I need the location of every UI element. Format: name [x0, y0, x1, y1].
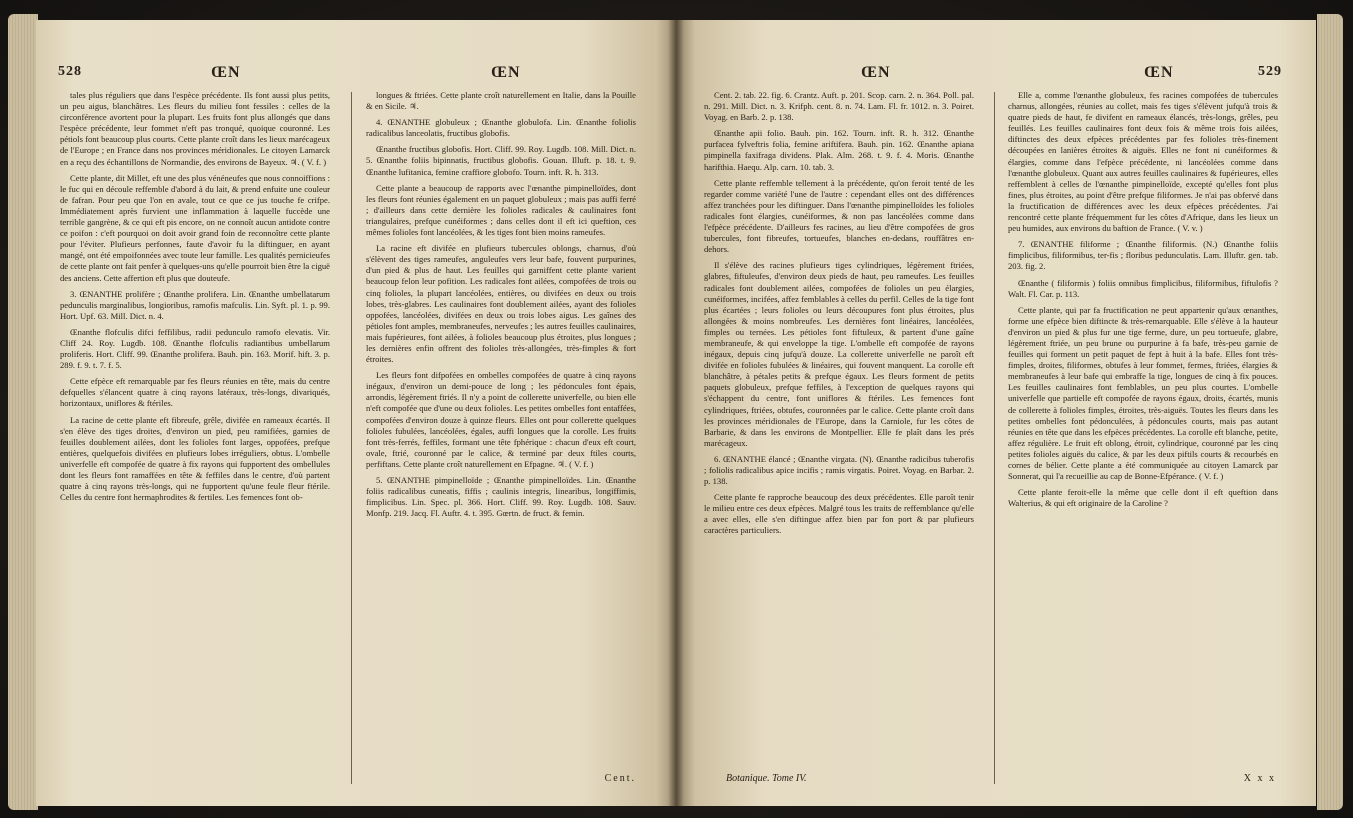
right-column-2: [1008, 90, 1278, 790]
right-page-number: 529: [1258, 64, 1282, 79]
right-footer-title: Botanique. Tome IV.: [726, 773, 807, 784]
left-running-head-2: ŒN: [491, 64, 521, 81]
paragraph: Cette plante, qui par fa fructification ne peut appartenir qu'aux œnanthes, forme une efpèce bien diftincte & très-remarquable. Elle s'élève à la hauteur d'environ un pied & plus fur une tige ferme, dure, un peu tortueufe, glabre, légèrement ftriée, un peu brune ou purpurine à fa bafe, très-peu garnie de feuilles qui forment un petit paquet de fept à huit à la bafe. Elles font très-fimples, droites, filiformes, obtufes à leur fommet, fermes, ftriées, élargies & membraneufes à leur bafe qui embraffe la tige, longues de cinq à fix pouces. Les feuilles caulinaires font femblables, un peu plus courtes. L'ombelle univerfelle que partielle eft compofée de rayons égaux, droits, écartés, munis de collerette à folioles fimples, étroites, très-aiguës. Toutes les fleurs dans les petites ombelles font pédonculées, à pédoncules courts, mais pas autant réunies en tête que dans les efpèces précédentes. La corolle eft blanche, petite, affez régulière. Le fruit eft oblong, étroit, cylindrique, couronné par les cinq petites folioles aiguës du calice, & par les deux piftils courts & recourbés en cornes de bélier. Cette plante a été communiquée au citoyen Lamarck par Sonnerat, qui l'a recueillie au cap de Bonne-Efpérance. ( V. f. ): [1008, 304, 1278, 482]
paragraph: Cette plante, dit Millet, eft une des plus vénéneufes que nous connoiffions : le fuc qui en découle reffemble d'abord à du lait, & prend enfuite une couleur de fafran. Pour peu que l'on en avale, tout ce que ce jus touche fe crifpe. Immédiatement après furvient une inflammation à laquelle fuccède une terrible gangrène, & ce qui eft pis encore, on ne connoît aucun antidote contre ce poifon : c'eft pourquoi on doit avoir grand foin de reconnoître cette plante pour l'éviter. Plufieurs perfonnes, faute d'avoir fu la diftinguer, en ayant mangé, ont été empoifonnées avec toute leur famille. Les qualités pernicieufes de cette plante ont fait penfer à quelques-uns qu'elle pourroit bien être la ciguë des anciens. Cette affertion eft plus que douteufe.: [60, 172, 330, 283]
paragraph: Il s'élève des racines plufieurs tiges cylindriques, légèrement ftriées, glabres, fiftuleufes, d'environ deux pieds de haut, peu rameufes. Les feuilles radicales font doublement ailées, compofées de folioles un peu élargies, cunéiformes, incifées, affez femblables à celles du perfil. Celles de la tige font plus écartées ; leurs folioles ou leurs découpures font plus étroites, plus allongées & moins nombreufes. Les dernières font linéaires, lancéolées, fimples ou ternées. Les pétioles font fiftuleux, & partent d'une gaîne membraneufe, & qui enveloppe la tige. L'ombelle eft compofée de rayons inégaux, depuis cinq jufqu'à douze. La collerette univerfelle ne paroît eft divifée en folioles fubulées & linéaires, qui fouvent manquent. La corolle eft blanchâtre, à pétales petits & prefque égaux. Les fleurs forment de petits paquets globuleux, prefque feffiles, à l'exception de quelques rayons qui s'échappent du centre, font uniflores & ftériles. Les femences font cylindriques, ftriées, obtufes, couronnées par le calice. Cette plante croît dans les provinces méridionales de l'Europe, dans la Carniole, fur les côtes de Barbarie, & dans les environs de Montpellier. Elle fe plaît dans les prés marécageux.: [704, 260, 974, 448]
right-page: [676, 20, 1316, 806]
page-edges-left: [8, 14, 38, 810]
left-column-1: [60, 90, 330, 790]
paragraph: La racine eft divifée en plufieurs tubercules oblongs, charnus, d'où s'élèvent des tiges rameufes, anguleufes vers leur bafe, fouvent purpurines, d'un pied & plus de haut. Les feuilles qui garniffent cette plante varient beaucoup felon leur pofition. Les radicales font ailées, compofées de trois ou cinq folioles, la plupart lancéolées, entières, ou divifées en deux ou trois lobes, très-glabres. Les caulinaires font doublement ailées, ayant des folioles oppofées, lancéolées, divifées en deux ou trois lobes aigus. Les gaînes des pétioles font amples, membraneufes, nerveufes ; les autres feuilles caulinaires, mais fupérieures, font ailées, à folioles beaucoup plus étroites, plus longues ; les dernières enfin offrent des folioles très-allongées, très-fimples & fort étroites.: [366, 243, 636, 365]
paragraph: Cette plante a beaucoup de rapports avec l'œnanthe pimpinelloïdes, dont les fleurs font réunies également en un paquet globuleux ; mais pas auffi ferré ; d'ailleurs dans cette dernière les folioles radicales & caulinaires font triangulaires, prefque cunéiformes ; dans celles dont il eft ici queftion, ces mêmes folioles font lancéolées, & les tiges font bien moins rameufes.: [366, 182, 636, 238]
paragraph: 4. ŒNANTHE globuleux ; Œnanthe globulofa. Lin. Œnanthe foliolis radicalibus lanceolatis, fructibus globofis.: [366, 117, 636, 139]
book-spine-shadow: [668, 20, 684, 806]
page-edges-right: [1317, 14, 1343, 810]
right-column-rule: [994, 92, 995, 784]
paragraph: tales plus réguliers que dans l'espèce précédente. Ils font aussi plus petits, un peu aigus, blanchâtres. Les fleurs du milieu font fessiles : celles de la circonférence avortent pour la plupart. Les fruits font plus allongés que dans l'espèce précédente, leur fommet n'eft pas tronqué, quoique couronné. Les pétiols font beaucoup plus courts. Cette plante croît dans les lieux marécageux de l'Europe ; en France dans nos provinces méridionales. Le citoyen Lamarck en a reçu des échantillons de Normandie, des environs de Bayeux. ♃. ( V. f. ): [60, 90, 330, 167]
right-running-head-2: ŒN: [1144, 64, 1174, 81]
paragraph: Cette efpèce eft remarquable par fes fleurs réunies en tête, mais du centre defquelles s'élancent quatre à cinq rayons latéraux, très-longs, divariqués, horizontaux, uniflores & ftériles.: [60, 376, 330, 409]
paragraph: La racine de cette plante eft fibreufe, grêle, divifée en rameaux écartés. Il s'en élève des tiges droites, d'environ un pied, peu ramifiées, garnies de feuilles doublement ailées, dont les folioles font larges, oppofées, prefque entières, quelquefois divifées en plufieurs lobes irréguliers, obtus. L'ombelle univerfelle eft compofée de quatre à fix rayons qui fupportent des ombellules dont les fleurs font ramaffées en tête & feffiles dans le centre, d'où partent quatre à cinq rayons très-longs, qui ne fupportent qu'une feule fleur ftérile. Celles du centre font hermaphrodites & fertiles. Les femences font ob-: [60, 414, 330, 503]
left-page-number: 528: [58, 64, 82, 79]
paragraph: Cent. 2. tab. 22. fig. 6. Crantz. Auft. p. 201. Scop. carn. 2. n. 364. Poll. pal. n. 291. Mill. Dict. n. 3. Krifph. cent. 8. n. 74. Lam. Fl. fr. 1012. n. 3. Poiret. Voyag. en Barb. 2. p. 138.: [704, 90, 974, 123]
paragraph: 5. ŒNANTHE pimpinelloïde ; Œnanthe pimpinelloïdes. Lin. Œnanthe foliis radicalibus cuneatis, fiffis ; caulinis integris, linearibus, longiffimis, fimplicibus. Lin. Spec. pl. 366. Hort. Cliff. 99. Roy. Lugdb. 108. Sauv. Monfp. 219. Jacq. Fl. Auftr. 4. t. 395. Gœrtn. de fruct. & femin.: [366, 475, 636, 519]
paragraph: Les fleurs font difpofées en ombelles compofées de quatre à cinq rayons inégaux, d'environ un demi-pouce de long ; les pédoncules font épais, arrondis, légèrement ftriés. Il n'y a point de collerette univerfelle, ou bien elle n'eft compofée que d'une ou deux folioles. Les petites ombelles font entaffées, compofées d'environ douze à quinze fleurs. Elles ont pour collerette quelques folioles fubulées, lancéolées, égales, auffi longues que la corolle. Les fruits font très-ferrés, feffiles, formant une tête fphérique : chacun d'eux eft court, ovale, ftrié, couronné par le calice, & terminé par deux ftiles courts, perfiftans. Cette plante croît naturellement en Efpagne. ♃. ( V. f. ): [366, 370, 636, 469]
paragraph: 6. ŒNANTHE élancé ; Œnanthe virgata. (N). Œnanthe radicibus tuberofis ; foliolis radicalibus apice incifis ; ramis virgatis. Poiret. Voyag. en Barbar. 2. p. 138.: [704, 453, 974, 487]
left-column-2: [366, 90, 636, 790]
left-page-header: [36, 64, 676, 86]
paragraph: 7. ŒNANTHE filiforme ; Œnanthe filiformis. (N.) Œnanthe foliis fimplicibus, filiformibus, ter-fis ; floribus pedunculatis. Lam. Illuftr. gen. tab. 203. fig. 2.: [1008, 239, 1278, 272]
right-signature-mark: X x x: [1243, 773, 1276, 784]
left-running-head-1: ŒN: [211, 64, 241, 81]
right-running-head-1: ŒN: [861, 64, 891, 81]
paragraph: Œnanthe fructibus globofis. Hort. Cliff. 99. Roy. Lugdb. 108. Mill. Dict. n. 5. Œnanthe foliis bipinnatis, fructibus globofis. Gouan. Illuft. p. 18. t. 9. Œnanthe lufitanica, femine craffiore globofo. Tourn. inft. R. h. 313.: [366, 144, 636, 177]
paragraph: longues & ftriées. Cette plante croît naturellement en Italie, dans la Pouille & en Sicile. ♃.: [366, 90, 636, 112]
paragraph: Cette plante feroit-elle la même que celle dont il eft queftion dans Walterius, & qui eft originaire de la Caroline ?: [1008, 487, 1278, 509]
right-column-1: [704, 90, 974, 790]
right-page-header: [676, 64, 1316, 86]
paragraph: 3. ŒNANTHE prolifère ; Œnanthe prolifera. Lin. Œnanthe umbellatarum pedunculis marginalibus, longioribus, ramofis mafculis. Lin. Syft. pl. 1. p. 99. Hort. Upf. 63. Mill. Dict. n. 4.: [60, 288, 330, 321]
left-column-rule: [351, 92, 352, 784]
paragraph: Cette plante reffemble tellement à la précédente, qu'on feroit tenté de les regarder comme variété l'une de l'autre : cependant elles ont des différences affez tranchées pour les diftinguer. Dans l'œnanthe pimpinelloïdes les folioles radicales font élargies, cunéiformes, & non pas lancéolées comme dans l'efpèce précédente. D'ailleurs fes racines, au lieu d'être compofées de gros tubercules, font fibreufes, tortueufes, blanches en-dedans, rouffâtres en-dehors.: [704, 177, 974, 255]
paragraph: Œnanthe ( filiformis ) foliis omnibus fimplicibus, filiformibus, fiftulofis ? Walt. Fl. Car. p. 113.: [1008, 277, 1278, 299]
left-page: [36, 20, 676, 806]
paragraph: Œnanthe flofculis difci feffilibus, radii pedunculo ramofo elevatis. Vir. Cliff 24. Roy. Lugdb. 108. Œnanthe flofculis radiantibus umbellarum proliferis. Hort. Cliff. 99. Œnanthe prolifera. Bauh. pin. 163. Morif. hift. 3. p. 289. f. 9. t. 7. f. 5.: [60, 326, 330, 371]
paragraph: Cette plante fe rapproche beaucoup des deux précédentes. Elle paroît tenir le milieu entre ces deux efpèces. Malgré tous les traits de reffemblance qu'elle a avec elles, elle s'en diftingue affez bien par fon port & par plufieurs caractères particuliers.: [704, 492, 974, 536]
paragraph: Œnanthe apii folio. Bauh. pin. 162. Tourn. inft. R. h. 312. Œnanthe purfacea fylveftris folia, femine ariftifera. Bauh. pin. 162. Œnanthe apiana pimpinella faxifraga dividens. Plak. Alm. 268. t. 9. f. 4. Moris. Œnanthe harifthia. Haequ. Alp. carn. 10. tab. 3.: [704, 128, 974, 172]
paragraph: Elle a, comme l'œnanthe globuleux, fes racines compofées de tubercules charnus, allongées, réunies au collet, mais fes tiges s'élèvent jufqu'à trois & quatre pieds de haut, fe divifent en rameaux élancés, très-longs, grêles, peu feuillés. Les feuilles caulinaires font deux fois & même trois fois ailées, diftinctes des deux efpèces précédentes par fes folioles très-finement découpées en lanières étroites & aiguës. Elles ne font ni cunéiformes & élargies, comme dans l'efpèce précédente, ni lancéolées comme dans l'œnanthe globuleux. Quant aux autres feuilles caulinaires & fupérieures, elles reffemblent à celles de l'œnanthe pimpinelloïde, excepté qu'elles font plus fines, plus étroites, au point d'être prefque filiformes. Je n'ai pas obfervé dans la fructification de différences avec les deux efpèces précédentes. J'ai rencontré cette plante fréquemment fur les côtes d'Afrique, dans les lieux un peu humides, aux environs du baftion de France. ( V. v. ): [1008, 90, 1278, 234]
left-catchword: Cent.: [604, 773, 636, 784]
